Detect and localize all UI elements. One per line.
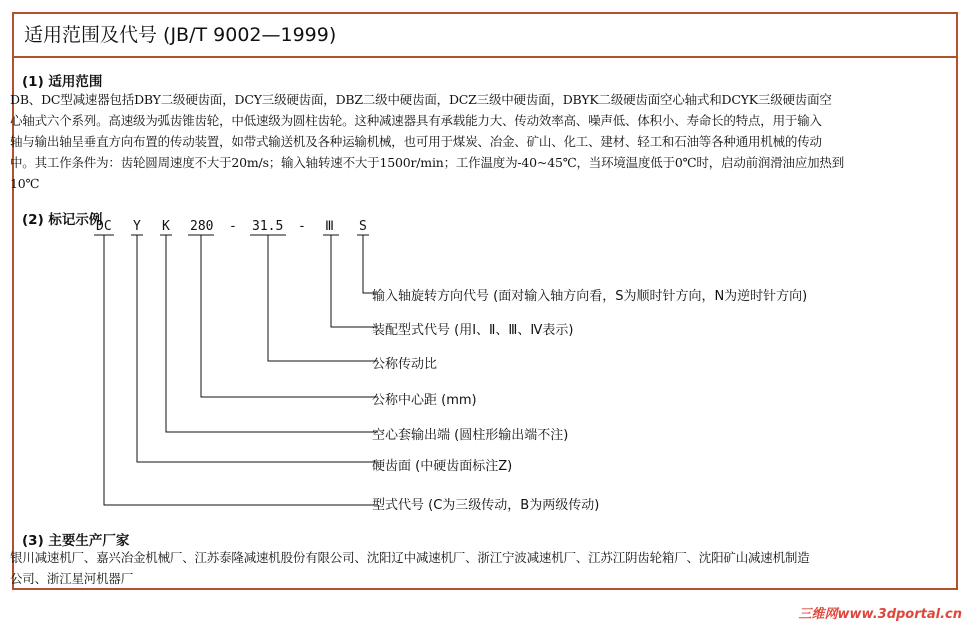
leader-ratio — [268, 235, 378, 361]
manufacturers-line: 银川减速机厂、嘉兴冶金机械厂、江苏泰隆减速机股份有限公司、沈阳辽中减速机厂、浙江宁波减速机厂、江苏江阴齿轮箱厂、沈阳矿山减速机制造 — [10, 550, 810, 565]
code-type: DC — [96, 219, 112, 234]
code-hardness: Y — [133, 219, 141, 234]
annotation-type: 型式代号 (C为三级传动，B为两级传动) — [372, 498, 600, 513]
code-hollow: K — [162, 219, 170, 234]
annotation-hollow: 空心套输出端 (圆柱形输出端不注) — [372, 428, 569, 443]
code-center-distance: 280 — [190, 219, 214, 234]
leader-hollow — [166, 235, 378, 432]
code-ratio: 31.5 — [252, 219, 284, 234]
scope-line: 中。其工作条件为：齿轮圆周速度不大于20m/s；输入轴转速不大于1500r/min；工作温度为-40~45℃，当环境温度低于0℃时，启动前润滑油应加热到 — [10, 155, 845, 170]
section-heading-manufacturers: (3) 主要生产厂家 — [22, 533, 130, 549]
site-watermark: 三维网www.3dportal.cn — [798, 607, 962, 622]
page-title: 适用范围及代号 (JB/T 9002—1999) — [24, 24, 337, 46]
manufacturers-paragraph — [10, 547, 936, 589]
annotation-center-distance: 公称中心距 (mm) — [372, 393, 477, 408]
manufacturers-line: 公司、浙江星河机器厂 — [10, 571, 134, 586]
code-dash: - — [298, 219, 306, 234]
annotation-rotation: 输入轴旋转方向代号 (面对输入轴方向看，S为顺时针方向，N为逆时针方向) — [372, 289, 808, 304]
code-assembly: Ⅲ — [325, 219, 334, 234]
section-heading-scope: (1) 适用范围 — [22, 74, 103, 90]
scope-line: 心轴式六个系列。高速级为弧齿锥齿轮，中低速级为圆柱齿轮。这种减速器具有承载能力大、传动效率高、噪声低、体积小、寿命长的特点，用于输入 — [10, 113, 822, 128]
section-heading-example: (2) 标记示例 — [22, 212, 103, 228]
scope-line: 轴与输出轴呈垂直方向布置的传动装置，如带式输送机及各种运输机械，也可用于煤炭、冶金、矿山、化工、建材、轻工和石油等各种通用机械的传动 — [10, 134, 822, 149]
leader-center-distance — [201, 235, 378, 397]
leader-assembly — [331, 235, 378, 327]
leader-type — [104, 235, 378, 505]
annotation-assembly: 装配型式代号 (用Ⅰ、Ⅱ、Ⅲ、Ⅳ表示) — [372, 323, 574, 338]
annotation-hardness: 硬齿面 (中硬齿面标注Z) — [372, 459, 513, 474]
scope-line: 10℃ — [10, 176, 40, 191]
code-dash: - — [229, 219, 237, 234]
annotation-ratio: 公称传动比 — [372, 357, 438, 372]
code-rotation: S — [359, 219, 367, 234]
leader-hardness — [137, 235, 378, 462]
scope-line: DB、DC型减速器包括DBY二级硬齿面，DCY三级硬齿面，DBZ二级中硬齿面，DCZ三级中硬齿面，DBYK二级硬齿面空心轴式和DCYK三级硬齿面空 — [10, 92, 832, 107]
